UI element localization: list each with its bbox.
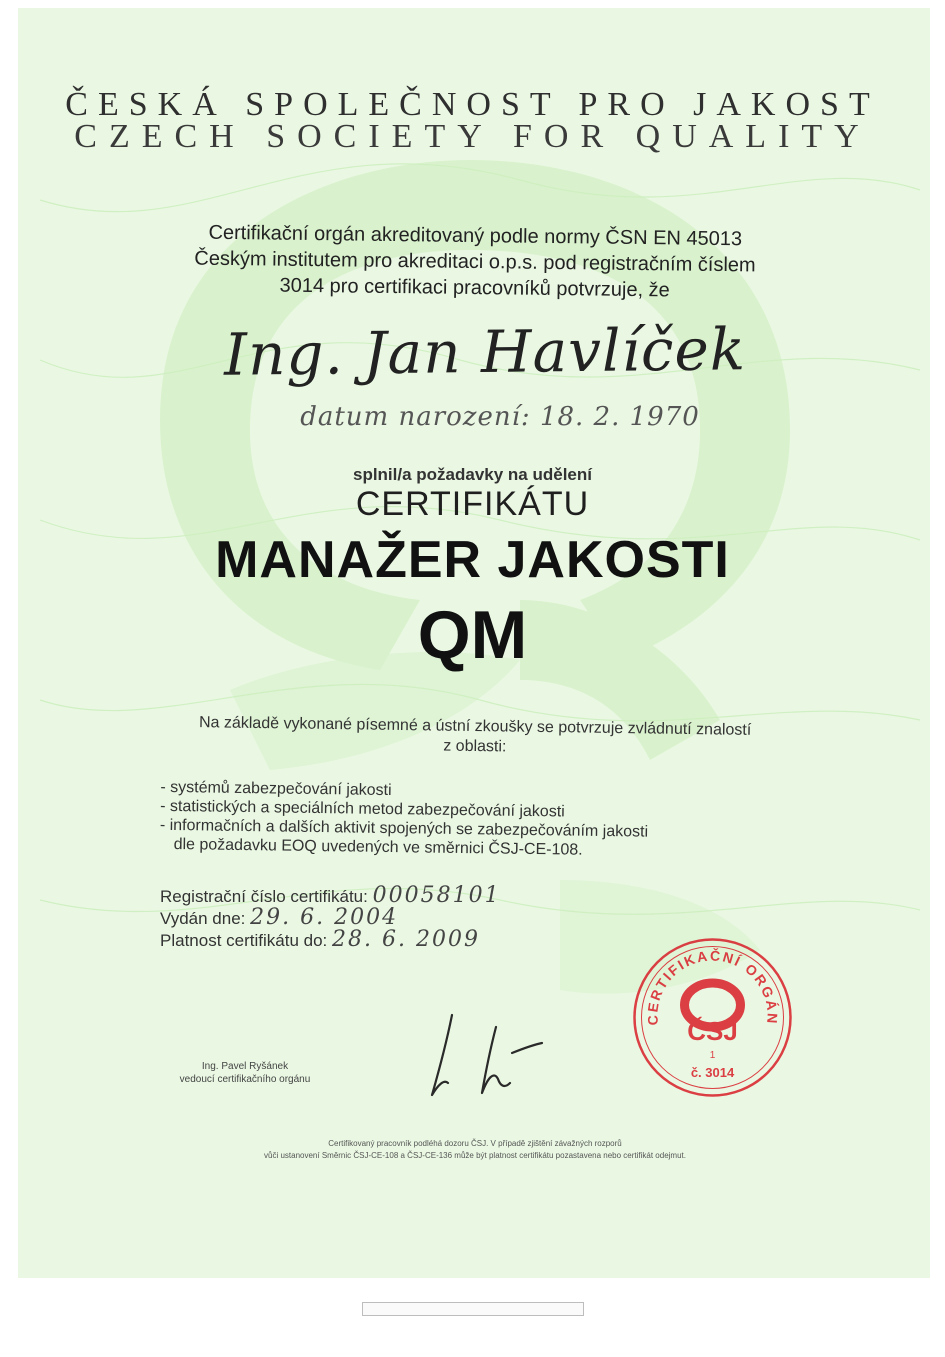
signer-block	[150, 1060, 340, 1086]
stamp-arc-text: CERTIFIKAČNÍ ORGÁN	[644, 947, 781, 1026]
society-name-english: CZECH SOCIETY FOR QUALITY	[74, 118, 871, 155]
certificate-word: CERTIFIKÁTU	[355, 485, 590, 523]
issued-date-row	[160, 907, 580, 929]
scan-edge-strip	[362, 1302, 584, 1316]
society-name-czech: ČESKÁ SPOLEČNOST PRO JAKOST	[65, 86, 880, 123]
validity-date-value: 28. 6. 2009	[332, 927, 480, 952]
stamp-logo-text: ČSJ	[687, 1016, 738, 1046]
list-item: - informačních a dalších aktivit spojených se zabezpečováním jakosti	[159, 816, 649, 841]
holder-name: Ing. Jan Havlíček	[223, 315, 747, 389]
holder-birth-date: datum narození: 18. 2. 1970	[300, 402, 700, 432]
list-item: - statistických a speciálních metod zabezpečování jakosti	[160, 797, 565, 821]
footer-line-1: Certifikovaný pracovník podléhá dozoru ČSJ. V případě zjištění závažných rozporů	[328, 1139, 622, 1148]
signer-role: vedoucí certifikačního orgánu	[179, 1074, 311, 1085]
supervision-footer	[150, 1138, 800, 1162]
accreditation-line-2: Českým institutem pro akreditaci o.p.s. pod registračním číslem	[194, 247, 756, 277]
knowledge-areas-list	[159, 778, 760, 862]
registration-number-value: 00058101	[372, 883, 501, 908]
fulfilled-requirements-text: splnil/a požadavky na udělení	[352, 465, 592, 484]
stamp-number: č. 3014	[690, 1065, 735, 1080]
accreditation-statement	[130, 219, 821, 305]
footer-line-2: vůči ustanovení Směrnic ČSJ-CE-108 a ČSJ-CE-136 může být platnost certifikátu pozastavena nebo certifikát odejmut.	[264, 1151, 686, 1160]
exam-basis-line-1: Na základě vykonané písemné a ústní zkoušky se potvrzuje zvládnutí znalostí	[198, 714, 752, 739]
exam-basis-line-2: z oblasti:	[443, 737, 507, 756]
registration-number-label: Registrační číslo certifikátu:	[160, 887, 368, 906]
handwritten-signature	[418, 1005, 558, 1105]
stamp-index: 1	[709, 1050, 716, 1061]
exam-basis-text	[130, 712, 820, 762]
list-item-eoq-reference: dle požadavku EOQ uvedených ve směrnici ČSJ-CE-108.	[173, 836, 583, 859]
certificate-code: QM	[417, 597, 528, 673]
issued-date-label: Vydán dne:	[160, 909, 246, 928]
certification-body-stamp	[630, 935, 795, 1100]
validity-date-label: Platnost certifikátu do:	[160, 931, 328, 950]
accreditation-line-3: 3014 pro certifikaci pracovníků potvrzuje, že	[279, 274, 670, 302]
issued-date-value: 29. 6. 2004	[250, 905, 399, 930]
signer-name: Ing. Pavel Ryšánek	[201, 1061, 289, 1072]
certificate-title: MANAŽER JAKOSTI	[215, 531, 730, 589]
list-item: - systémů zabezpečování jakosti	[160, 778, 392, 800]
accreditation-line-1: Certifikační orgán akreditovaný podle normy ČSN EN 45013	[208, 221, 743, 251]
registration-details	[160, 885, 580, 951]
registration-number-row	[160, 885, 580, 907]
validity-date-row	[160, 929, 580, 951]
